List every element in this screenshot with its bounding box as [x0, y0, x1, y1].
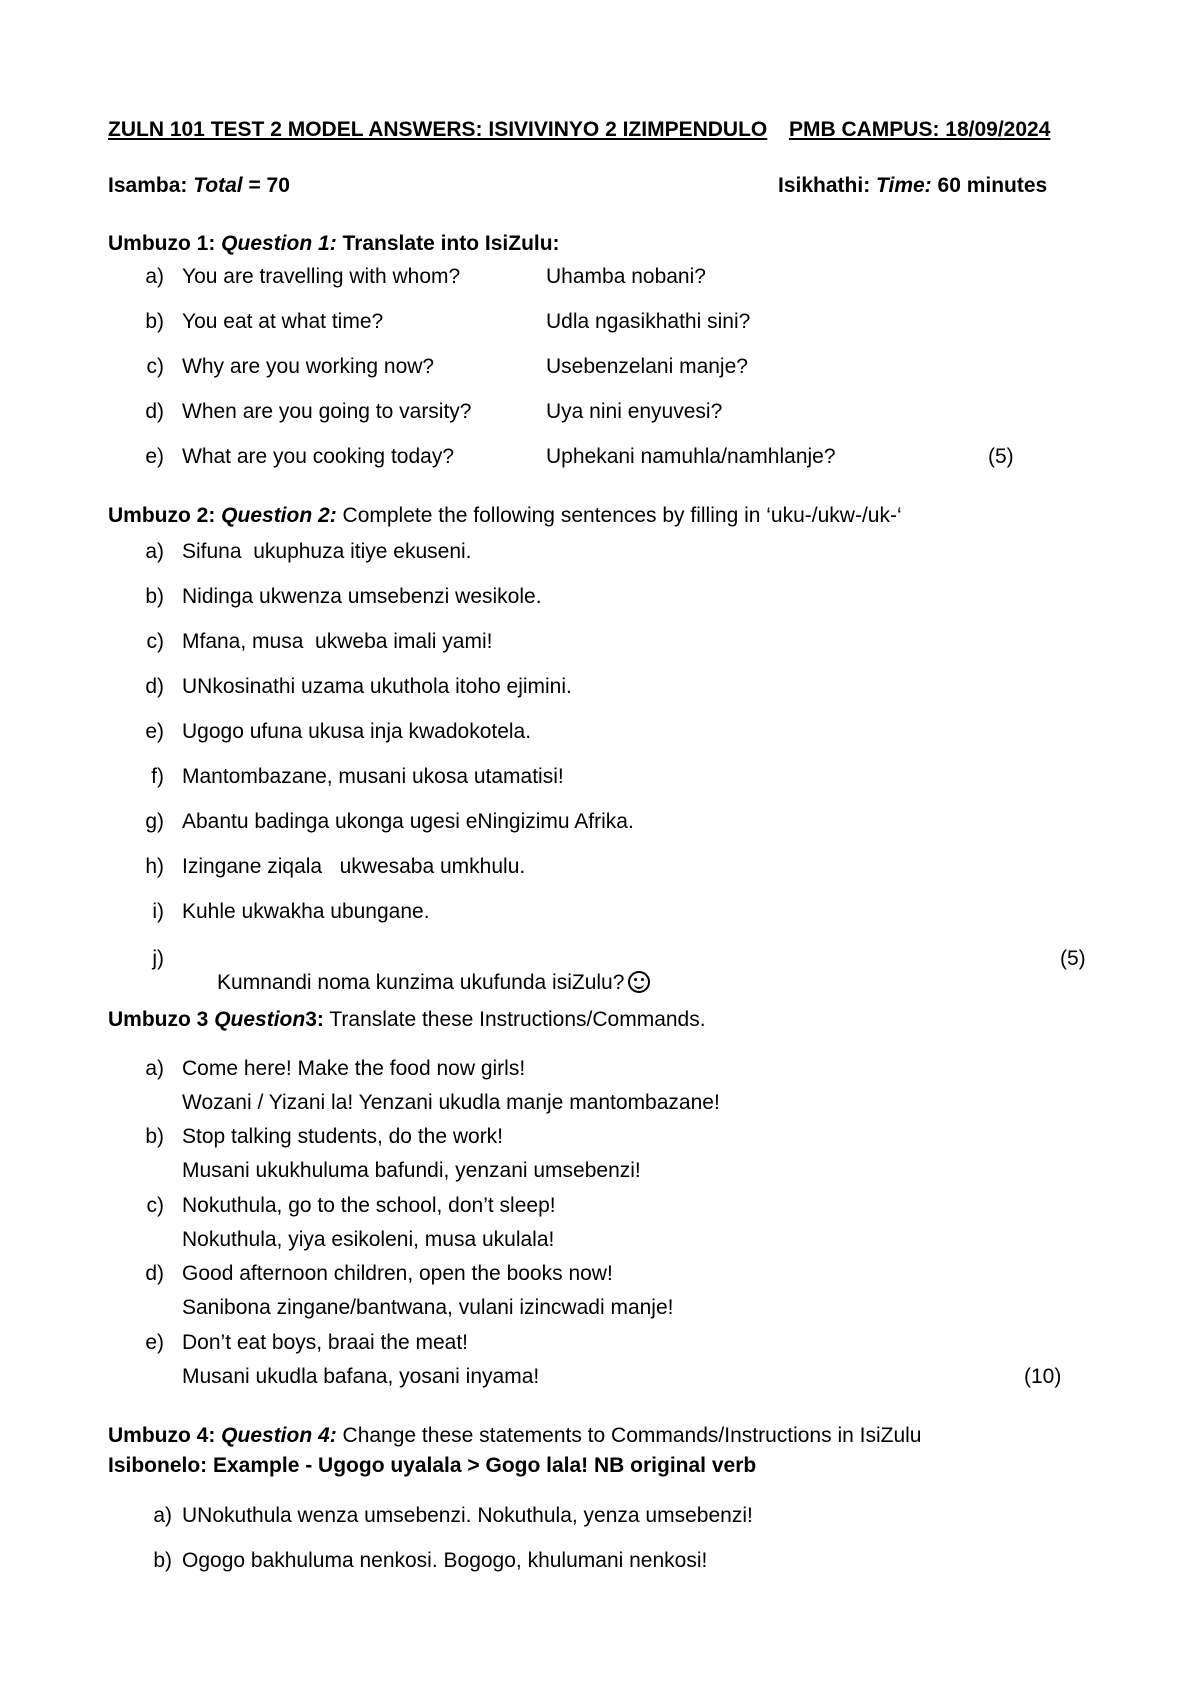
list-item [124, 355, 1124, 385]
q1-heading [108, 232, 560, 256]
item-letter: a) [145, 1057, 164, 1080]
list-item [124, 445, 1124, 475]
item-english: You are travelling with whom? [182, 265, 461, 288]
item-english: Why are you working now? [182, 355, 435, 378]
list-item [124, 810, 1124, 840]
item-letter: j) [152, 947, 164, 970]
item-letter: b) [145, 585, 164, 608]
q3-label-num: 3: [305, 1008, 324, 1031]
item-letter: c) [146, 355, 164, 378]
item-english: When are you going to varsity? [182, 400, 472, 423]
q2-label: Umbuzo 2: [108, 504, 216, 527]
q2-instruction: Complete the following sentences by filling in ‘uku-/ukw-/uk-‘ [342, 504, 902, 527]
q1-label: Umbuzo 1: [108, 232, 216, 255]
total-label-en: Total [193, 174, 243, 197]
q3-label-en: Question [214, 1008, 306, 1031]
q2-heading [108, 504, 902, 528]
list-item [124, 765, 1124, 795]
item-zulu: Uhamba nobani? [546, 265, 706, 288]
q3-marks: (10) [1024, 1365, 1062, 1388]
item-letter: e) [145, 445, 164, 468]
page-title [108, 118, 1050, 142]
time-label: Isikhathi: [778, 174, 871, 197]
item-letter: a) [153, 1504, 172, 1527]
item-text: Mantombazane, musani ukosa utamatisi! [182, 765, 564, 788]
item-letter: h) [145, 855, 164, 878]
list-item [124, 630, 1124, 660]
item-english: What are you cooking today? [182, 445, 454, 468]
list-item [124, 675, 1124, 705]
item-text: Sifuna ukuphuza itiye ekuseni. [182, 540, 472, 563]
q4-label: Umbuzo 4: [108, 1424, 216, 1447]
smiley-icon [628, 971, 650, 993]
campus-date: PMB CAMPUS: 18/09/2024 [788, 118, 1051, 141]
list-item [132, 1549, 1132, 1579]
item-letter: e) [145, 720, 164, 743]
item-text: Ugogo ufuna ukusa inja kwadokotela. [182, 720, 532, 743]
time-line [778, 174, 1047, 198]
list-item [124, 720, 1124, 750]
item-letter: e) [145, 1331, 164, 1354]
list-item [124, 1125, 1124, 1189]
item-letter: d) [145, 400, 164, 423]
item-text: UNokuthula wenza umsebenzi. Nokuthula, yenza umsebenzi! [182, 1504, 753, 1527]
item-text: Nidinga ukwenza umsebenzi wesikole. [182, 585, 542, 608]
item-zulu: Sanibona zingane/bantwana, vulani izincwadi manje! [182, 1296, 674, 1319]
item-text: Ogogo bakhuluma nenkosi. Bogogo, khulumani nenkosi! [182, 1549, 708, 1572]
item-letter: a) [145, 265, 164, 288]
q4-label-en: Question 4: [221, 1424, 337, 1447]
q3-instruction: Translate these Instructions/Commands. [329, 1008, 706, 1031]
q2-marks: (5) [1060, 947, 1086, 970]
q1-marks: (5) [988, 445, 1014, 468]
list-item [124, 1331, 1124, 1395]
list-item [132, 1504, 1132, 1534]
item-english: Stop talking students, do the work! [182, 1125, 504, 1148]
item-english: Nokuthula, go to the school, don’t sleep! [182, 1194, 556, 1217]
list-item [124, 900, 1124, 930]
list-item [124, 1262, 1124, 1326]
item-zulu: Usebenzelani manje? [546, 355, 748, 378]
item-text: Mfana, musa ukweba imali yami! [182, 630, 493, 653]
list-item [124, 310, 1124, 340]
item-letter: d) [145, 1262, 164, 1285]
list-item [124, 1194, 1124, 1258]
q1-label-en: Question 1: [221, 232, 337, 255]
total-label: Isamba: [108, 174, 188, 197]
total-value: = 70 [248, 174, 290, 197]
list-item [124, 585, 1124, 615]
q2-label-en: Question 2: [221, 504, 337, 527]
item-zulu: Musani ukukhuluma bafundi, yenzani umsebenzi! [182, 1159, 641, 1182]
item-letter: b) [153, 1549, 172, 1572]
item-english: Don’t eat boys, braai the meat! [182, 1331, 468, 1354]
item-letter: f) [151, 765, 164, 788]
item-zulu: Udla ngasikhathi sini? [546, 310, 751, 333]
item-zulu: Wozani / Yizani la! Yenzani ukudla manje mantombazane! [182, 1091, 720, 1114]
list-item [124, 947, 1124, 994]
q4-example: Isibonelo: Example - Ugogo uyalala > Gogo lala! NB original verb [108, 1454, 757, 1477]
list-item [124, 855, 1124, 885]
item-text: Kumnandi noma kunzima ukufunda isiZulu? [217, 971, 625, 994]
list-item [124, 265, 1124, 295]
item-letter: c) [146, 1194, 164, 1217]
item-zulu: Uphekani namuhla/namhlanje? [546, 445, 836, 468]
item-text: Kuhle ukwakha ubungane. [182, 900, 430, 923]
list-item [124, 540, 1124, 570]
item-letter: d) [145, 675, 164, 698]
item-english: You eat at what time? [182, 310, 384, 333]
item-letter: i) [152, 900, 164, 923]
list-item [124, 1057, 1124, 1121]
q4-instruction: Change these statements to Commands/Instructions in IsiZulu [342, 1424, 922, 1447]
time-label-en: Time: [876, 174, 932, 197]
item-english: Come here! Make the food now girls! [182, 1057, 526, 1080]
item-english: Good afternoon children, open the books now! [182, 1262, 613, 1285]
total-line [108, 174, 290, 198]
time-value: 60 minutes [937, 174, 1048, 197]
q3-label: Umbuzo 3 [108, 1008, 209, 1031]
list-item [124, 400, 1124, 430]
item-text: Izingane ziqala ukwesaba umkhulu. [182, 855, 526, 878]
item-zulu: Uya nini enyuvesi? [546, 400, 723, 423]
q3-heading [108, 1008, 706, 1032]
item-letter: b) [145, 310, 164, 333]
item-letter: c) [146, 630, 164, 653]
item-letter: g) [145, 810, 164, 833]
item-text: UNkosinathi uzama ukuthola itoho ejimini. [182, 675, 572, 698]
item-zulu: Musani ukudla bafana, yosani inyama! [182, 1365, 540, 1388]
test-title: ZULN 101 TEST 2 MODEL ANSWERS: ISIVIVINYO 2 IZIMPENDULO [108, 118, 768, 141]
item-zulu: Nokuthula, yiya esikoleni, musa ukulala! [182, 1228, 555, 1251]
q1-instruction: Translate into IsiZulu: [342, 232, 560, 255]
q4-heading [108, 1424, 921, 1448]
item-letter: a) [145, 540, 164, 563]
item-text: Abantu badinga ukonga ugesi eNingizimu Afrika. [182, 810, 634, 833]
item-letter: b) [145, 1125, 164, 1148]
